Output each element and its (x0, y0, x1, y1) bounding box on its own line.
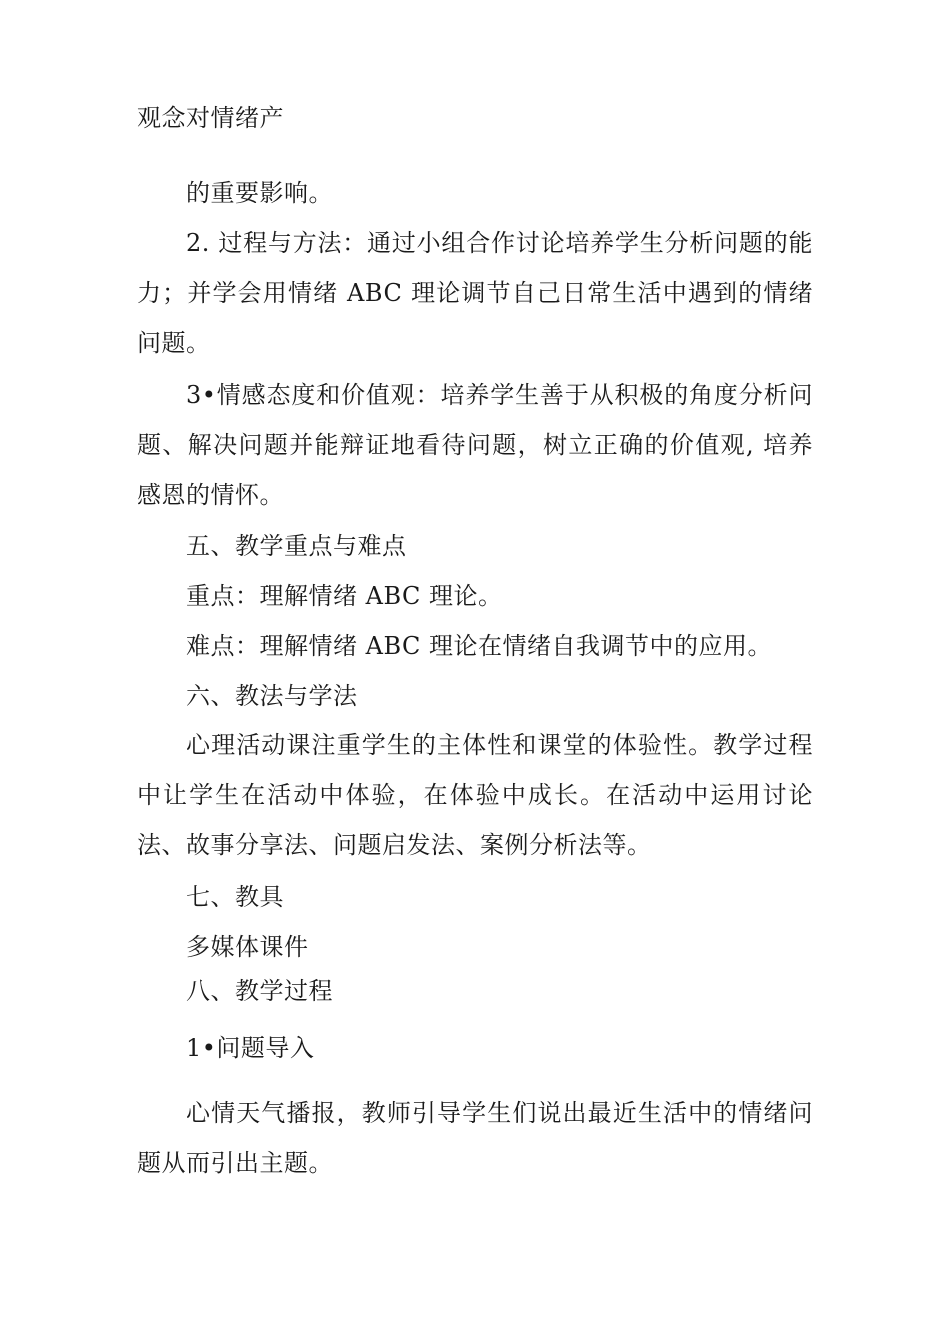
section-heading-6: 六、教法与学法 (186, 682, 358, 710)
text-fragment: 观念对情绪产 (137, 104, 284, 132)
step-heading-1: 1•问题导入 (186, 1034, 315, 1062)
section-heading-7: 七、教具 (186, 883, 284, 911)
section-heading-8: 八、教学过程 (186, 977, 333, 1005)
difficult-point-text: 难点：理解情绪 ABC 理论在情绪自我调节中的应用。 (186, 632, 773, 660)
paragraph-continuation: 的重要影响。 (186, 179, 333, 207)
key-point-text: 重点：理解情绪 ABC 理论。 (186, 582, 503, 610)
teaching-aids-text: 多媒体课件 (186, 933, 309, 961)
paragraph-methods: 心理活动课注重学生的主体性和课堂的体验性。教学过程中让学生在活动中体验，在体验中成长。在活动中运用讨论法、故事分享法、问题启发法、案例分析法等。 (137, 731, 813, 859)
paragraph-intro: 心情天气播报，教师引导学生们说出最近生活中的情绪问题从而引出主题。 (137, 1099, 813, 1177)
section-heading-5: 五、教学重点与难点 (186, 532, 407, 560)
paragraph-emotion-values: 3•情感态度和价值观：培养学生善于从积极的角度分析问题、解决问题并能辩证地看待问题，树立正确的价值观, 培养感恩的情怀。 (137, 381, 813, 509)
paragraph-process-method: 2. 过程与方法：通过小组合作讨论培养学生分析问题的能力；并学会用情绪 ABC 理论调节自己日常生活中遇到的情绪问题。 (137, 229, 813, 357)
